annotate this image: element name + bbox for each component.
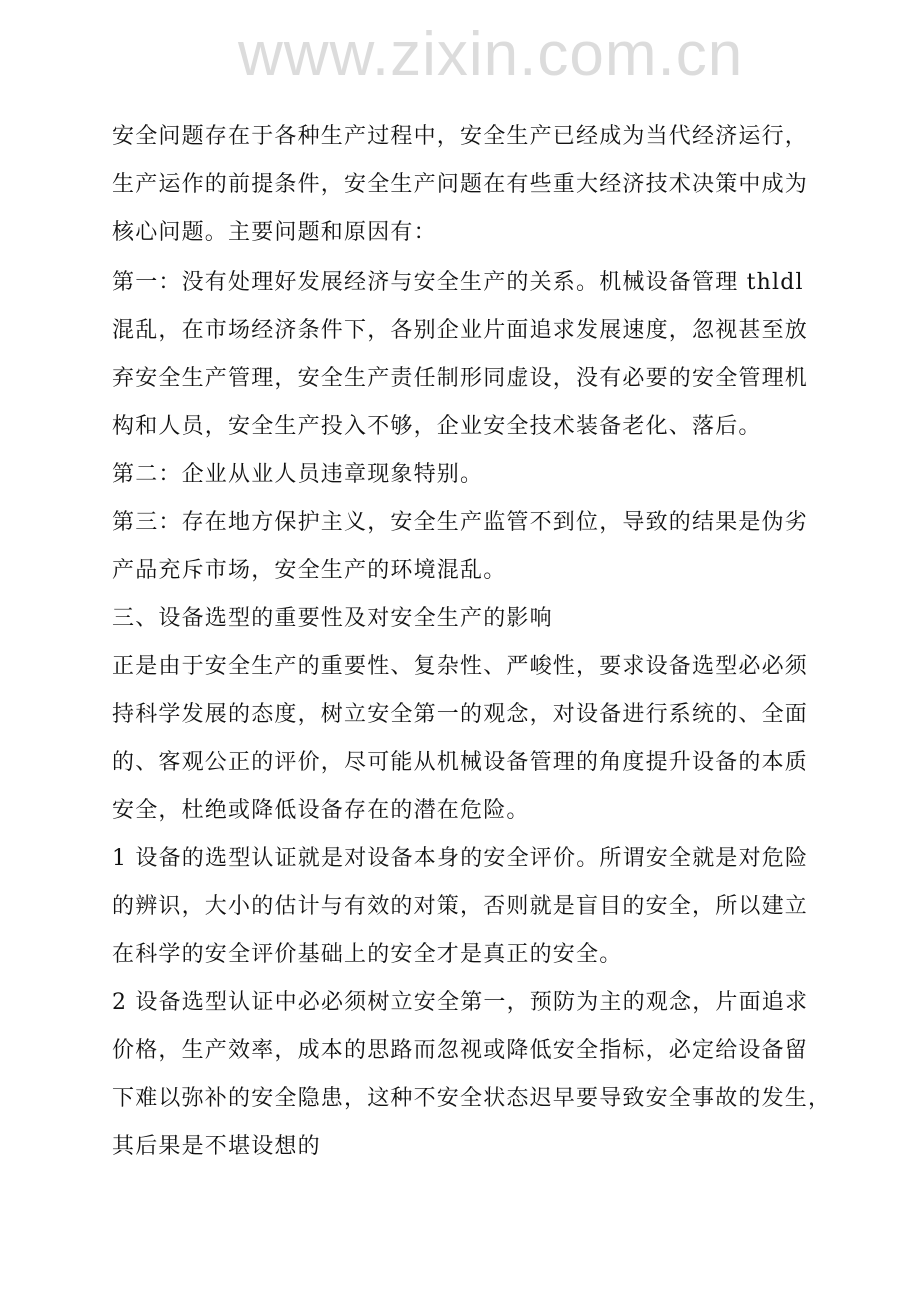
text-line: 第三：存在地方保护主义，安全生产监管不到位，导致的结果是伪劣 — [112, 510, 809, 535]
text-line: 的辨识，大小的估计与有效的对策，否则就是盲目的安全，所以建立 — [112, 894, 809, 919]
text-line: 在科学的安全评价基础上的安全才是真正的安全。 — [112, 942, 623, 967]
text-line: 产品充斥市场，安全生产的环境混乱。 — [112, 558, 507, 583]
text-line: 混乱，在市场经济条件下，各别企业片面追求发展速度，忽视甚至放 — [112, 318, 809, 343]
text-line: 第二：企业从业人员违章现象特别。 — [112, 462, 484, 487]
text-line: 下难以弥补的安全隐患，这种不安全状态迟早要导致安全事故的发生， — [112, 1086, 832, 1111]
text-line: 价格，生产效率，成本的思路而忽视或降低安全指标，必定给设备留 — [112, 1038, 809, 1063]
text-line: 的、客观公正的评价，尽可能从机械设备管理的角度提升设备的本质 — [112, 750, 809, 775]
text-line: 持科学发展的态度，树立安全第一的观念，对设备进行系统的、全面 — [112, 702, 809, 727]
text-line: 安全问题存在于各种生产过程中，安全生产已经成为当代经济运行， — [112, 124, 809, 149]
text-line: 正是由于安全生产的重要性、复杂性、严峻性，要求设备选型必必须 — [112, 654, 809, 679]
text-line: 构和人员，安全生产投入不够，企业安全技术装备老化、落后。 — [112, 414, 762, 439]
watermark: www.zixin.com.cn — [238, 20, 744, 89]
text-line: 其后果是不堪设想的 — [112, 1134, 321, 1159]
text-line: 弃安全生产管理，安全生产责任制形同虚设，没有必要的安全管理机 — [112, 366, 809, 391]
text-line: 1 设备的选型认证就是对设备本身的安全评价。所谓安全就是对危险 — [112, 846, 809, 871]
text-line: 安全，杜绝或降低设备存在的潜在危险。 — [112, 798, 530, 823]
text-line: 三、设备选型的重要性及对安全生产的影响 — [112, 606, 553, 631]
text-line: 生产运作的前提条件，安全生产问题在有些重大经济技术决策中成为 — [112, 172, 809, 197]
text-line: 第一：没有处理好发展经济与安全生产的关系。机械设备管理 thldl — [112, 270, 804, 295]
text-line: 2 设备选型认证中必必须树立安全第一，预防为主的观念，片面追求 — [112, 990, 809, 1015]
text-line: 核心问题。主要问题和原因有： — [112, 220, 437, 245]
